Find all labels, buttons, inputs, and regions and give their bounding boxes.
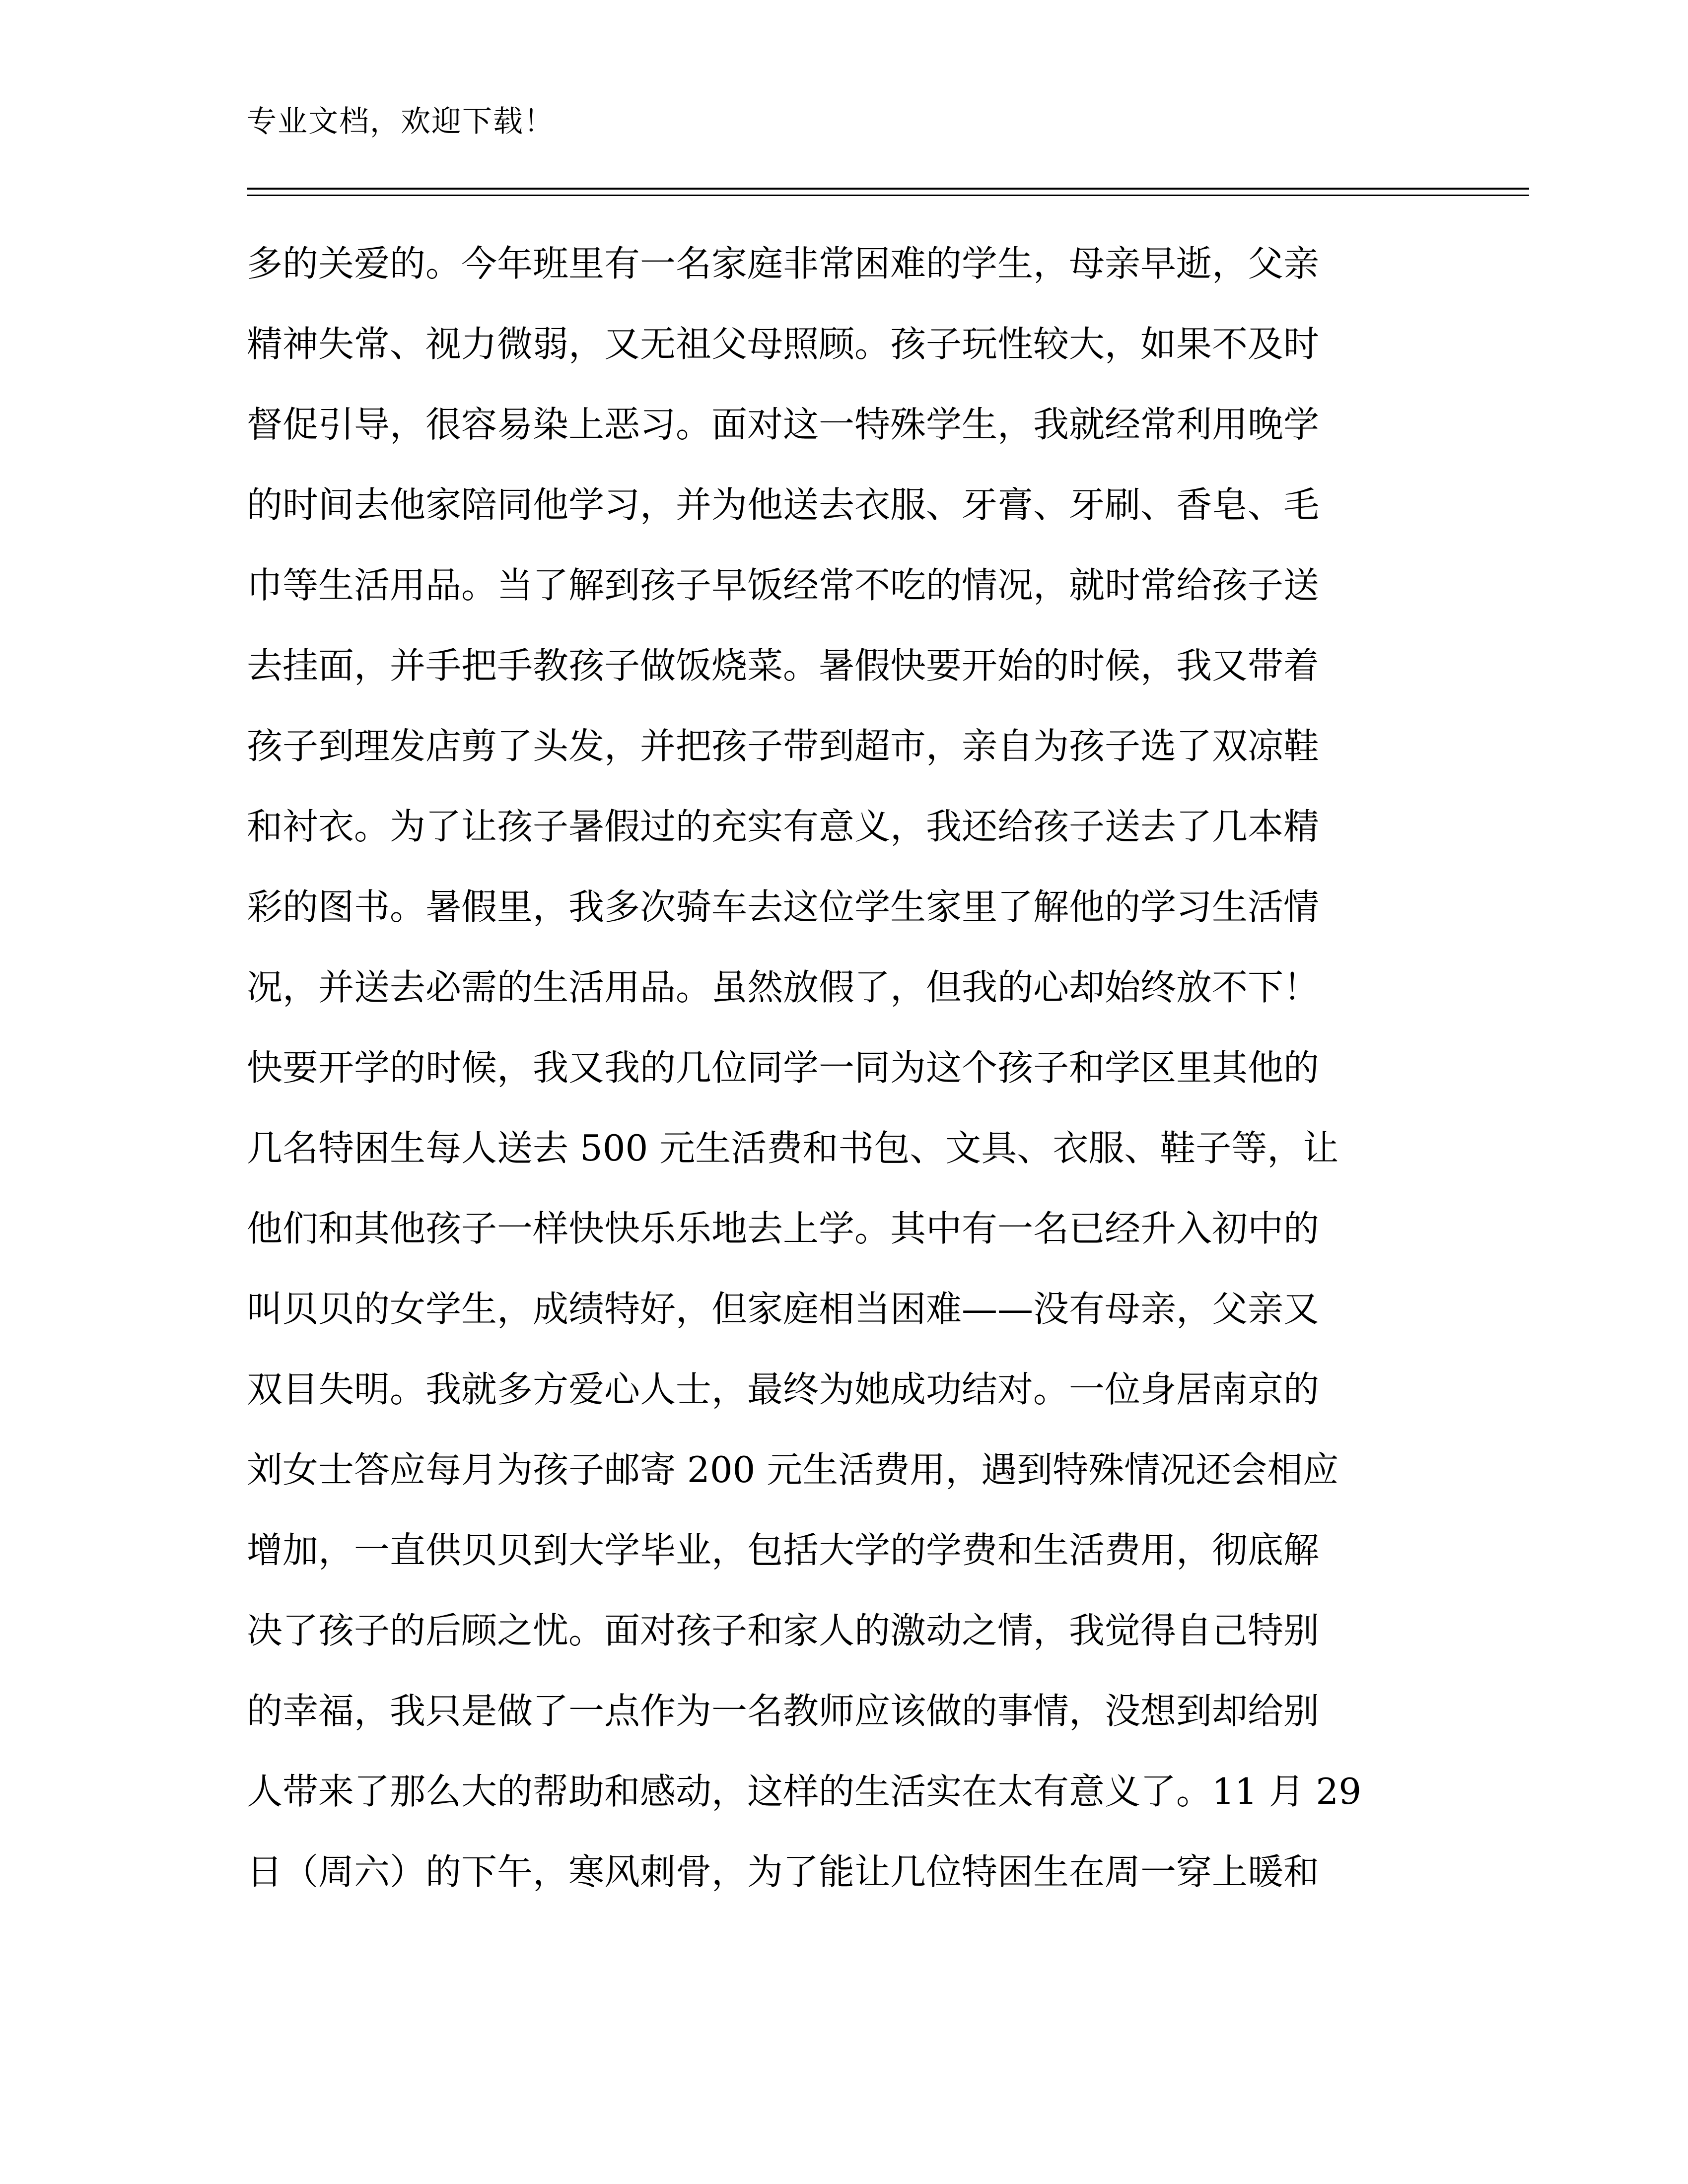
- text-line: 叫贝贝的女学生，成绩特好，但家庭相当困难——没有母亲，父亲又: [247, 1288, 1320, 1330]
- header-divider-bottom: [247, 195, 1529, 196]
- body-paragraph: [247, 223, 1448, 1912]
- text-line: 增加，一直供贝贝到大学毕业，包括大学的学费和生活费用，彻底解: [247, 1529, 1320, 1571]
- text-line: 督促引导，很容易染上恶习。面对这一特殊学生，我就经常利用晚学: [247, 404, 1320, 445]
- text-line: 日（周六）的下午，寒风刺骨，为了能让几位特困生在周一穿上暖和: [247, 1851, 1320, 1893]
- text-line: 快要开学的时候，我又我的几位同学一同为这个孩子和学区里其他的: [247, 1047, 1320, 1089]
- text-line: 他们和其他孩子一样快快乐乐地去上学。其中有一名已经升入初中的: [247, 1208, 1320, 1249]
- text-line: 多的关爱的。今年班里有一名家庭非常困难的学生，母亲早逝，父亲: [247, 243, 1320, 284]
- text-line: 精神失常、视力微弱，又无祖父母照顾。孩子玩性较大，如果不及时: [247, 323, 1320, 365]
- text-line: 去挂面，并手把手教孩子做饭烧菜。暑假快要开始的时候，我又带着: [247, 645, 1320, 686]
- text-line: 况，并送去必需的生活用品。虽然放假了，但我的心却始终放不下！: [247, 966, 1320, 1008]
- text-line: 的幸福，我只是做了一点作为一名教师应该做的事情，没想到却给别: [247, 1690, 1320, 1732]
- text-line: 的时间去他家陪同他学习，并为他送去衣服、牙膏、牙刷、香皂、毛: [247, 484, 1320, 526]
- text-line: 几名特困生每人送去 500 元生活费和书包、文具、衣服、鞋子等，让: [247, 1127, 1339, 1169]
- text-line: 决了孩子的后顾之忧。面对孩子和家人的激动之情，我觉得自己特别: [247, 1610, 1320, 1651]
- text-line: 双目失明。我就多方爱心人士，最终为她成功结对。一位身居南京的: [247, 1368, 1320, 1410]
- text-line: 刘女士答应每月为孩子邮寄 200 元生活费用，遇到特殊情况还会相应: [247, 1449, 1339, 1491]
- text-line: 人带来了那么大的帮助和感动，这样的生活实在太有意义了。11 月 29: [247, 1771, 1362, 1812]
- text-line: 巾等生活用品。当了解到孩子早饭经常不吃的情况，就时常给孩子送: [247, 564, 1320, 606]
- text-line: 和衬衣。为了让孩子暑假过的充实有意义，我还给孩子送去了几本精: [247, 806, 1320, 847]
- header-divider-top: [247, 188, 1529, 190]
- page-header: 专业文档，欢迎下载！: [247, 104, 555, 139]
- text-line: 彩的图书。暑假里，我多次骑车去这位学生家里了解他的学习生活情: [247, 886, 1320, 928]
- text-line: 孩子到理发店剪了头发，并把孩子带到超市，亲自为孩子选了双凉鞋: [247, 725, 1320, 767]
